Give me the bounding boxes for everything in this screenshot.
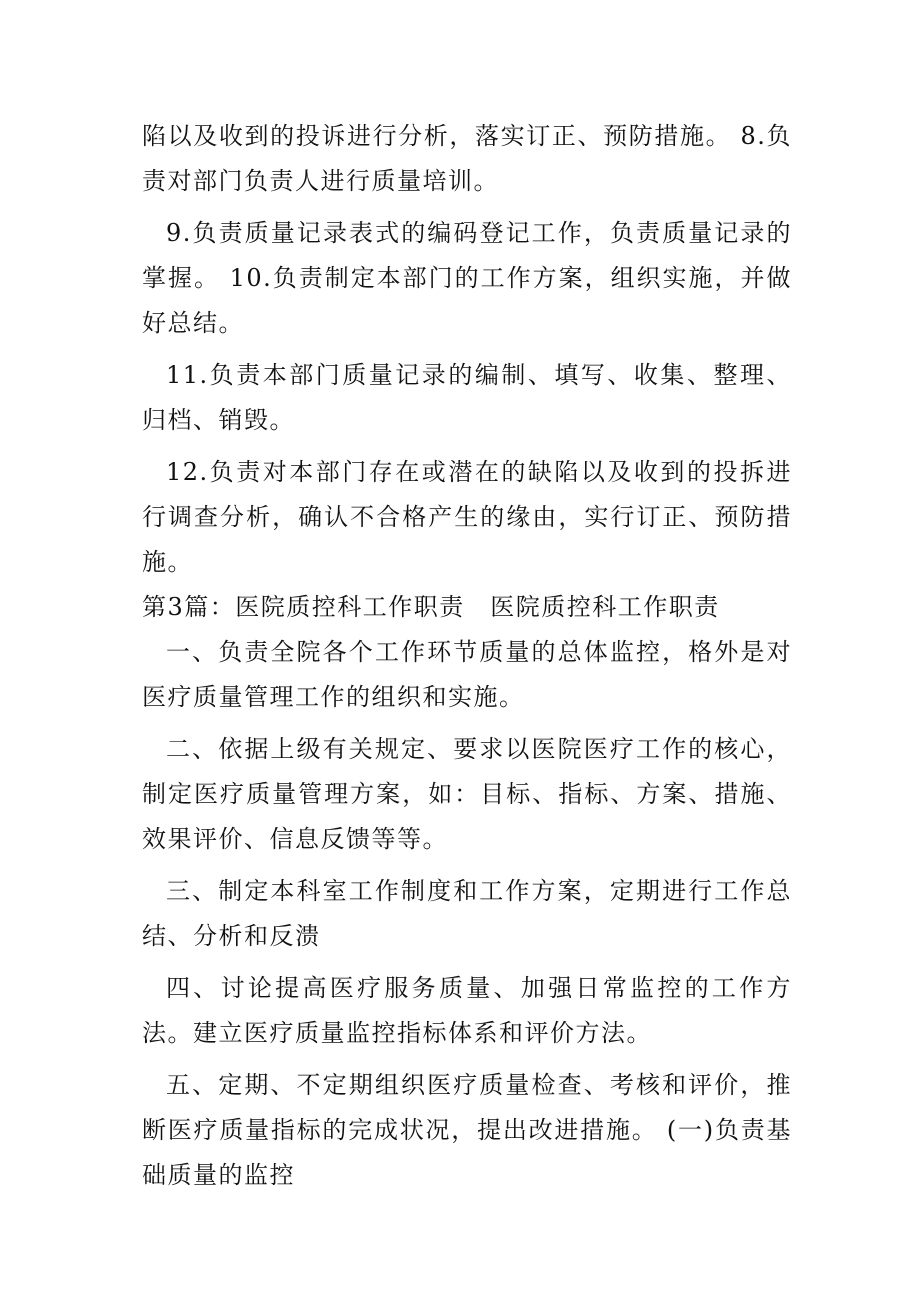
paragraph-4: 12.负责对本部门存在或潜在的缺陷以及收到的投拆进行调查分析，确认不合格产生的缘由，实行订正、预防措施。: [142, 458, 792, 576]
paragraph-1: 陷以及收到的投诉进行分析，落实订正、预防措施。 8.负责对部门负责人进行质量培训。: [142, 122, 792, 195]
paragraph-2: 9.负责质量记录表式的编码登记工作，负责质量记录的掌握。 10.负责制定本部门的工作方案，组织实施，并做好总结。: [142, 219, 792, 337]
paragraph-9: 四、讨论提高医疗服务质量、加强日常监控的工作方法。建立医疗质量监控指标体系和评价方法。: [142, 974, 792, 1047]
section-heading: 第3篇：医院质控科工作职责 医院质控科工作职责: [142, 593, 720, 621]
paragraph-3: 11.负责本部门质量记录的编制、填写、收集、整理、归档、销毁。: [142, 361, 792, 434]
document-body: [142, 114, 792, 1205]
paragraph-8: 三、制定本科室工作制度和工作方案，定期进行工作总结、分析和反溃: [142, 877, 792, 950]
paragraph-10: 五、定期、不定期组织医疗质量检查、考核和评价，推断医疗质量指标的完成状况，提出改进措施。 (一)负责基础质量的监控: [142, 1071, 792, 1189]
paragraph-7: 二、依据上级有关规定、要求以医院医疗工作的核心，制定医疗质量管理方案，如：目标、指标、方案、措施、效果评价、信息反馈等等。: [142, 735, 792, 853]
paragraph-6: 一、负责全院各个工作环节质量的总体监控，格外是对医疗质量管理工作的组织和实施。: [142, 638, 792, 711]
